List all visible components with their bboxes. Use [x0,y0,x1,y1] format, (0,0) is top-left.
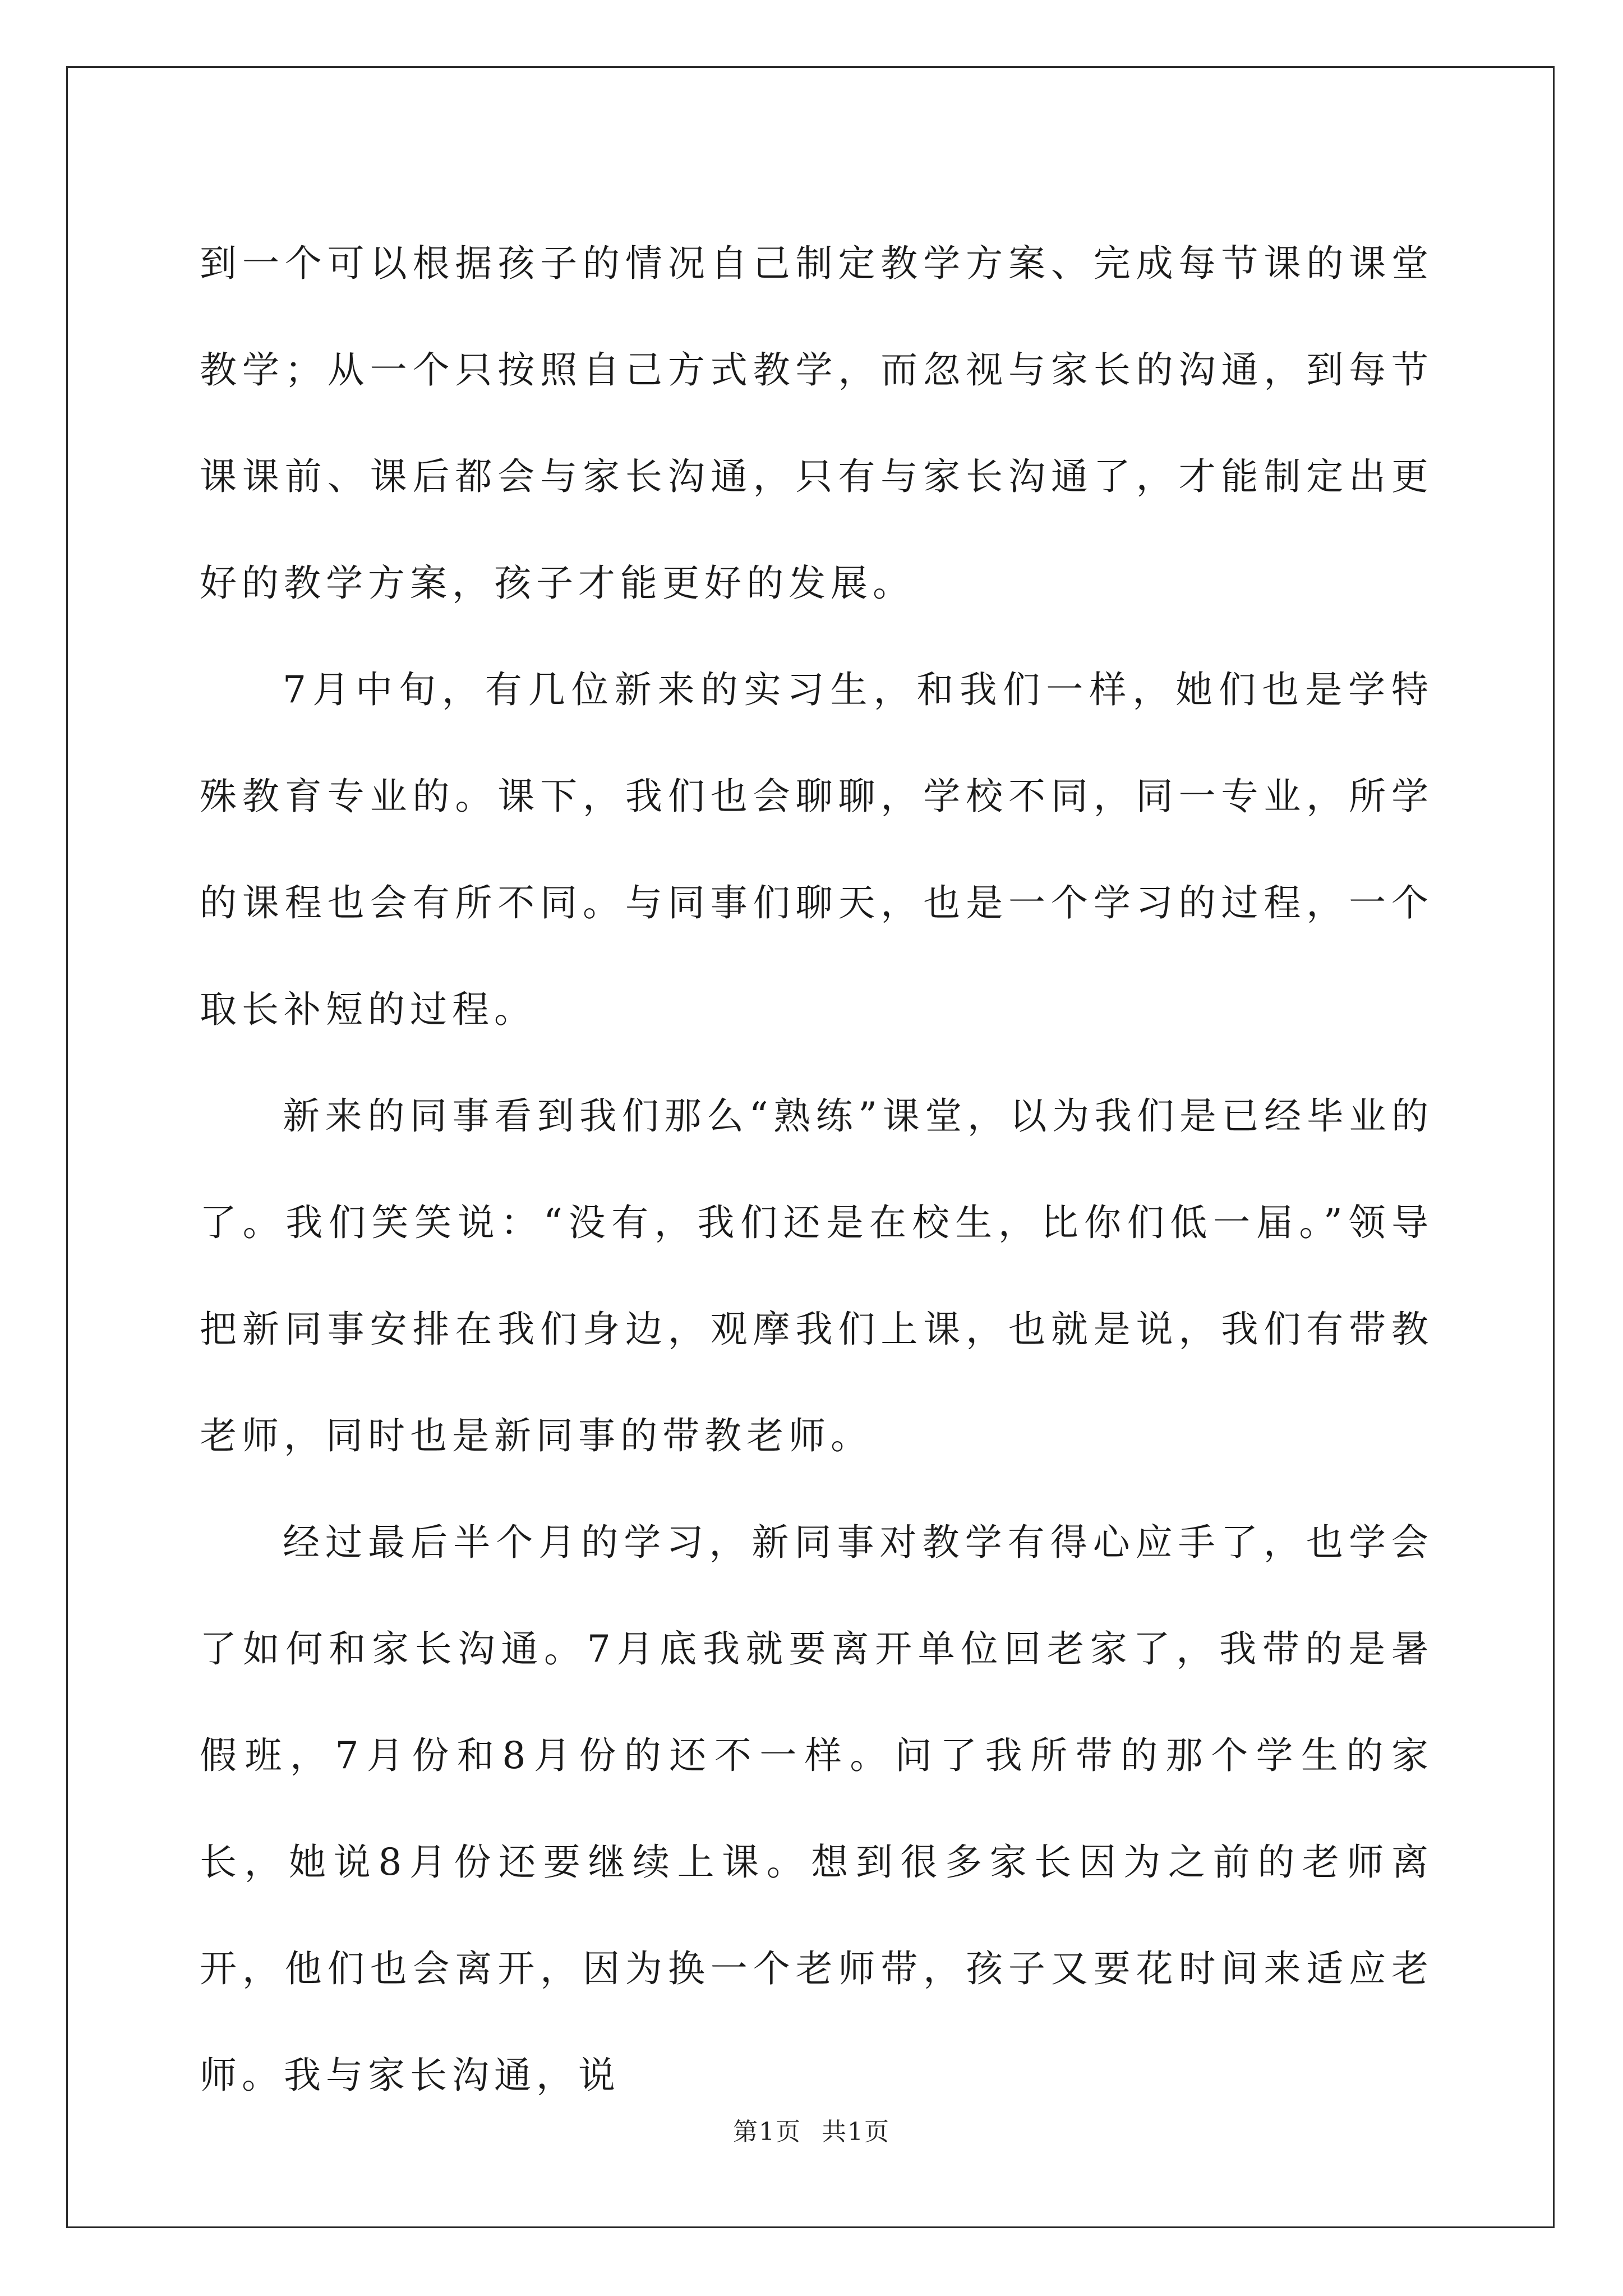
paragraph: 7月中旬，有几位新来的实习生，和我们一样，她们也是学特殊教育专业的。课下，我们也会聊聊，学校不同，同一专业，所学的课程也会有所不同。与同事们聊天，也是一个学习的过程，一个取长补短的过程。 [200,668,1433,1031]
page-footer [0,2111,1623,2147]
page-number: 第1页 [733,2118,801,2146]
page-total: 共1页 [822,2118,890,2146]
paragraph: 经过最后半个月的学习，新同事对教学有得心应手了，也学会了如何和家长沟通。7月底我就要离开单位回老家了，我带的是暑假班，7月份和8月份的还不一样。问了我所带的那个学生的家长，她说8月份还要继续上课。想到很多家长因为之前的老师离开，他们也会离开，因为换一个老师带，孩子又要花时间来适应老师。我与家长沟通，说 [200,1521,1433,2097]
paragraph: 新来的同事看到我们那么“熟练”课堂，以为我们是已经毕业的了。我们笑笑说：“没有，我们还是在校生，比你们低一届。”领导把新同事安排在我们身边，观摩我们上课，也就是说，我们有带教老师，同时也是新同事的带教老师。 [200,1094,1433,1457]
paragraph: 到一个可以根据孩子的情况自己制定教学方案、完成每节课的课堂教学；从一个只按照自己方式教学，而忽视与家长的沟通，到每节课课前、课后都会与家长沟通，只有与家长沟通了，才能制定出更好的教学方案，孩子才能更好的发展。 [200,242,1433,605]
document-body [200,210,1433,2129]
